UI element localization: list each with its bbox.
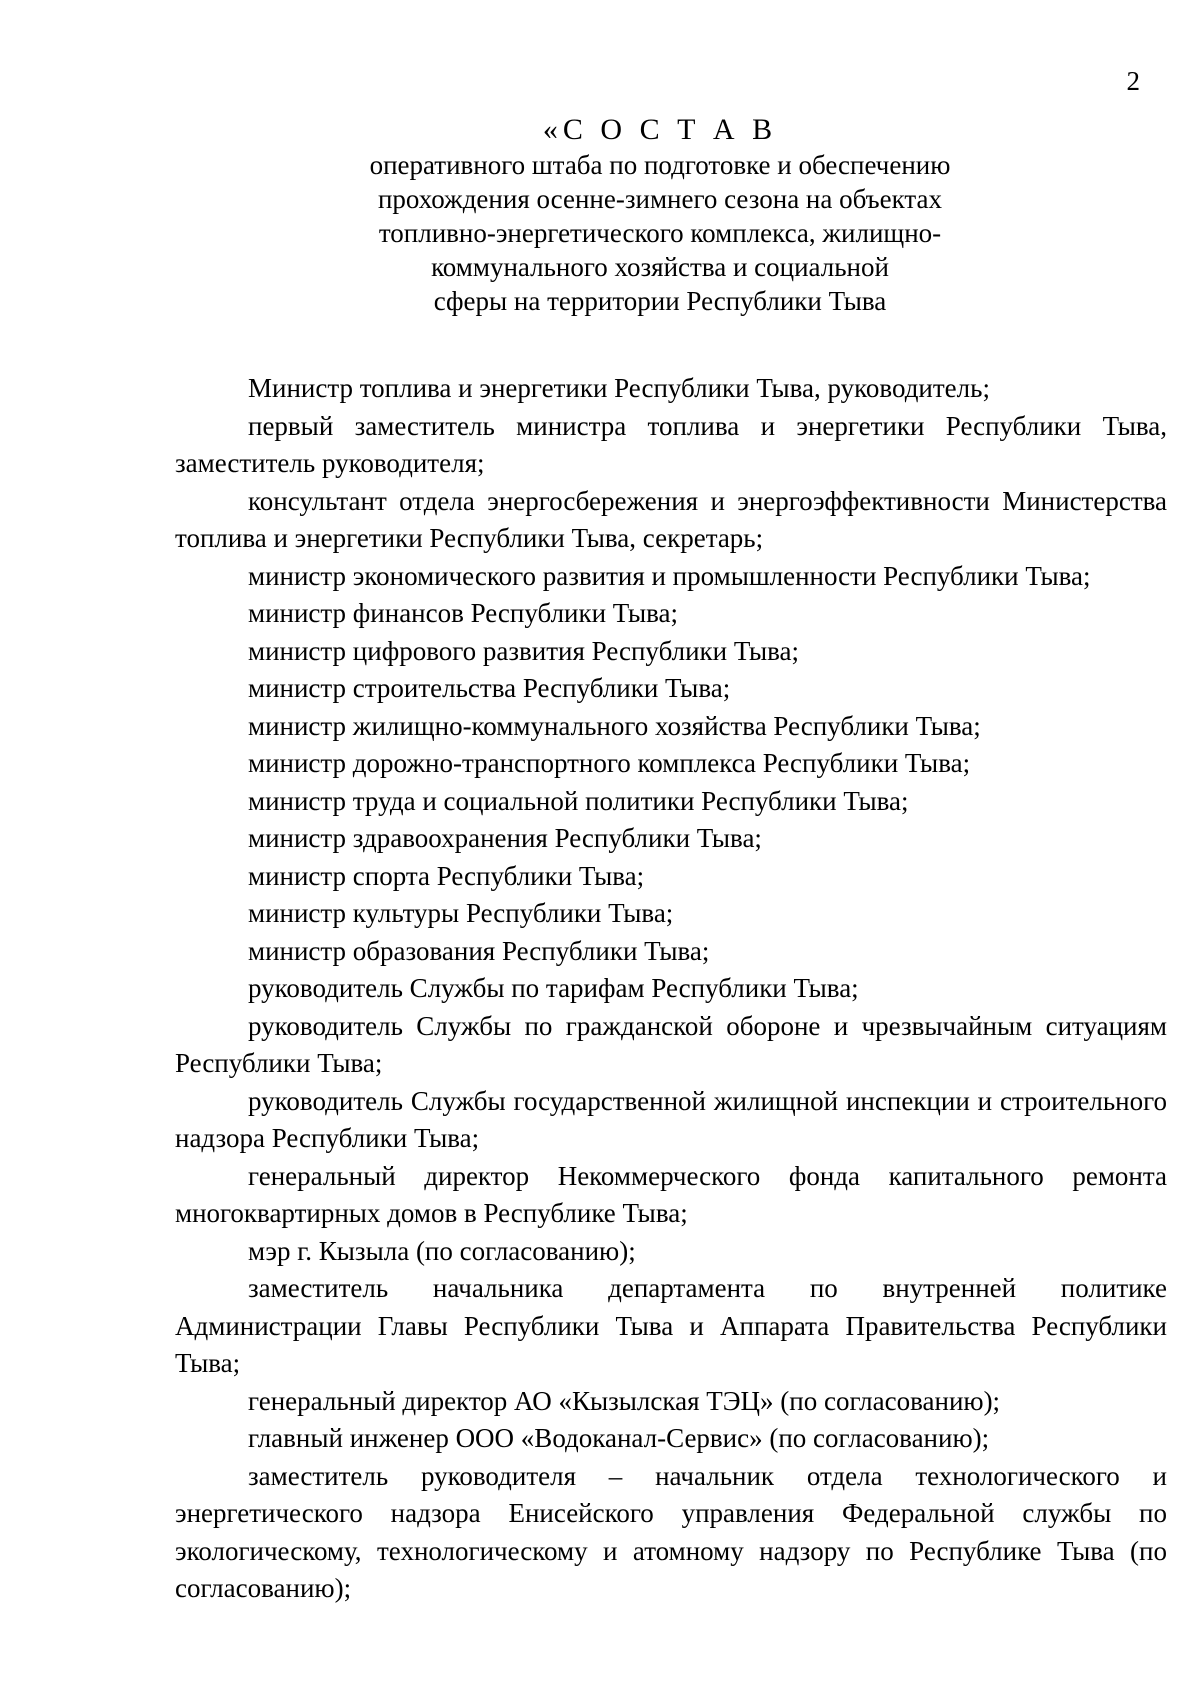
member-item: министр финансов Республики Тыва; <box>248 598 678 628</box>
member-item: генеральный директор Некоммерческого фонда капитального ремонта многоквартирных домов в Республике Тыва; <box>175 1160 1167 1228</box>
member-item: Министр топлива и энергетики Республики Тыва, руководитель; <box>248 373 990 403</box>
member-item: министр цифрового развития Республики Тыва; <box>248 635 800 666</box>
member-item: министр труда и социальной политики Республики Тыва; <box>248 785 909 816</box>
heading-line: топливно-энергетического комплекса, жилищно- <box>378 218 942 248</box>
heading-subtitle <box>280 148 1040 318</box>
member-item: заместитель начальника департамента по внутренней политике Администрации Главы Республики Тыва и Аппарата Правительства Республики Тыва; <box>175 1273 1167 1378</box>
member-list <box>175 370 1167 1608</box>
member-item: руководитель Службы по гражданской обороне и чрезвычайным ситуациям Республики Тыва; <box>175 1010 1167 1078</box>
member-item: министр жилищно-коммунального хозяйства Республики Тыва; <box>248 710 981 741</box>
member-item: первый заместитель министра топлива и энергетики Республики Тыва, заместитель руководителя; <box>175 410 1167 478</box>
document-heading <box>280 112 1040 318</box>
heading-line: коммунального хозяйства и социальной <box>431 252 889 282</box>
member-item: руководитель Службы государственной жилищной инспекции и строительного надзора Республики Тыва; <box>175 1085 1167 1153</box>
page-number: 2 <box>1126 66 1140 96</box>
member-item: руководитель Службы по тарифам Республики Тыва; <box>248 973 859 1003</box>
member-item: министр здравоохранения Республики Тыва; <box>248 823 762 853</box>
member-item: министр дорожно-транспортного комплекса Республики Тыва; <box>248 748 971 778</box>
member-item: заместитель руководителя – начальник отдела технологического и энергетического надзора Енисейского управления Федеральной службы по экологическому, технологическому и атомному надзору по Республике Тыва (по согласованию); <box>175 1460 1167 1603</box>
member-item: министр культуры Республики Тыва; <box>248 898 674 928</box>
member-item: министр образования Республики Тыва; <box>248 935 710 966</box>
member-item: генеральный директор АО «Кызылская ТЭЦ» (по согласованию); <box>248 1385 1001 1416</box>
member-item: министр спорта Республики Тыва; <box>248 860 645 891</box>
heading-line: сферы на территории Республики Тыва <box>433 286 887 316</box>
heading-line: оперативного штаба по подготовке и обеспечению <box>369 150 951 180</box>
heading-title: «С О С Т А В <box>542 113 778 146</box>
member-item: мэр г. Кызыла (по согласованию); <box>248 1235 636 1266</box>
heading-line: прохождения осенне-зимнего сезона на объектах <box>377 184 943 214</box>
member-item: министр экономического развития и промышленности Республики Тыва; <box>248 560 1091 591</box>
member-item: консультант отдела энергосбережения и энергоэффективности Министерства топлива и энергетики Республики Тыва, секретарь; <box>175 485 1167 553</box>
member-item: министр строительства Республики Тыва; <box>248 673 731 703</box>
member-item: главный инженер ООО «Водоканал-Сервис» (по согласованию); <box>248 1423 990 1453</box>
